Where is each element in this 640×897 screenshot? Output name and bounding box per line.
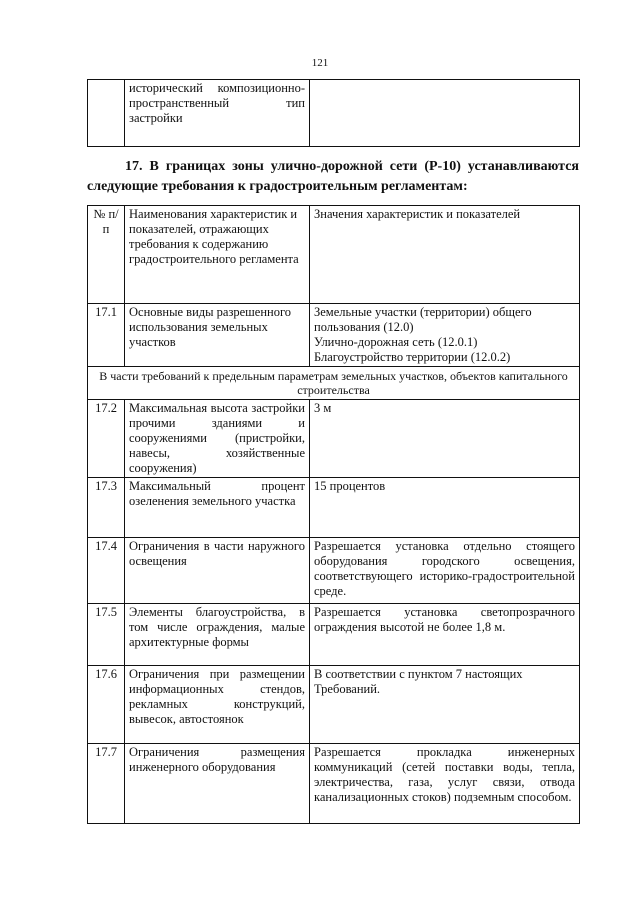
page-number: 121 xyxy=(311,57,329,69)
row-name: Ограничения при размещении информационных стендов, рекламных конструкций, вывесок, автостоянок xyxy=(125,666,310,744)
row-value xyxy=(310,304,580,367)
value-line: Земельные участки (территории) общего пользования (12.0) xyxy=(314,305,532,334)
row-value: В соответствии с пунктом 7 настоящих Требований. xyxy=(310,666,580,744)
table-row xyxy=(88,80,580,147)
subheading-row xyxy=(88,367,580,400)
subheading: В части требований к предельным параметрам земельных участков, объектов капитального строительства xyxy=(88,367,580,400)
num-cell xyxy=(88,80,125,147)
header-value: Значения характеристик и показателей xyxy=(310,206,580,304)
table-row xyxy=(88,666,580,744)
table-header-row xyxy=(88,206,580,304)
row-name: Основные виды разрешенного использования земельных участков xyxy=(125,304,310,367)
value-cell xyxy=(310,80,580,147)
row-name: Максимальный процент озеленения земельного участка xyxy=(125,478,310,538)
requirements-table xyxy=(87,205,580,824)
row-name: Ограничения размещения инженерного оборудования xyxy=(125,744,310,824)
table-row xyxy=(88,538,580,604)
intro-paragraph xyxy=(87,157,579,197)
row-num: 17.1 xyxy=(88,304,125,367)
row-value: Разрешается прокладка инженерных коммуникаций (сетей поставки воды, тепла, электричества, газа, услуг связи, отвода канализационных стоков) подземным способом. xyxy=(310,744,580,824)
row-value: Разрешается установка отдельно стоящего оборудования городского освещения, соответствующего историко-градостроительной среде. xyxy=(310,538,580,604)
table-row xyxy=(88,744,580,824)
row-num: 17.5 xyxy=(88,604,125,666)
row-value: 3 м xyxy=(310,400,580,478)
name-cell: исторический композиционно-пространственный тип застройки xyxy=(125,80,310,147)
row-num: 17.3 xyxy=(88,478,125,538)
row-value: Разрешается установка светопрозрачного ограждения высотой не более 1,8 м. xyxy=(310,604,580,666)
row-num: 17.7 xyxy=(88,744,125,824)
row-value: 15 процентов xyxy=(310,478,580,538)
row-num: 17.2 xyxy=(88,400,125,478)
row-name: Ограничения в части наружного освещения xyxy=(125,538,310,604)
row-name: Максимальная высота застройки прочими зданиями и сооружениями (пристройки, навесы, хозяйственные сооружения) xyxy=(125,400,310,478)
intro-text: 17. В границах зоны улично-дорожной сети (Р-10) устанавливаются следующие требования к градостроительным регламентам: xyxy=(87,159,579,194)
value-line: Улично-дорожная сеть (12.0.1) xyxy=(314,335,478,349)
table-row xyxy=(88,304,580,367)
row-num: 17.4 xyxy=(88,538,125,604)
header-name: Наименования характеристик и показателей, отражающих требования к содержанию градостроительного регламента xyxy=(125,206,310,304)
table-row xyxy=(88,604,580,666)
continued-table xyxy=(87,79,580,147)
table-row xyxy=(88,478,580,538)
header-num: № п/п xyxy=(88,206,125,304)
value-line: Благоустройство территории (12.0.2) xyxy=(314,350,511,364)
row-name: Элементы благоустройства, в том числе ограждения, малые архитектурные формы xyxy=(125,604,310,666)
row-num: 17.6 xyxy=(88,666,125,744)
table-row xyxy=(88,400,580,478)
